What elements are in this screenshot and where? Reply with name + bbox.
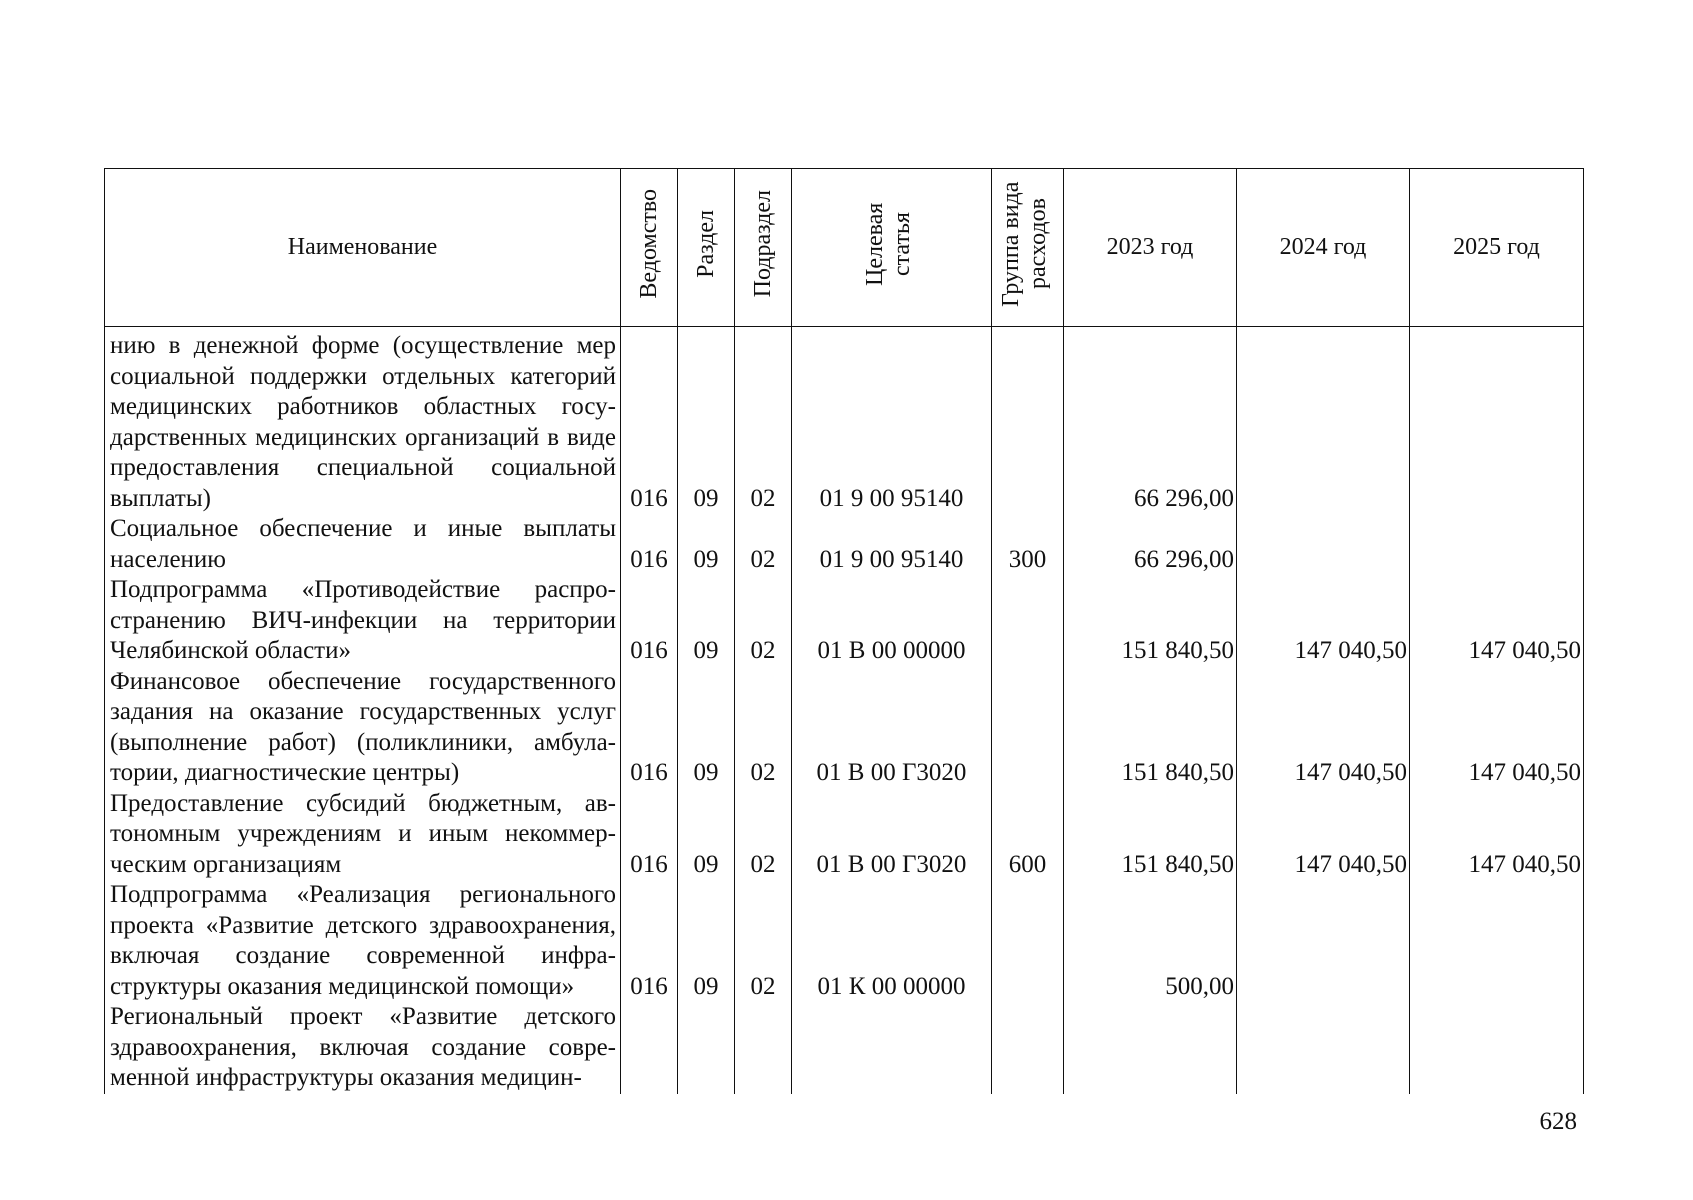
- row-name: Социальное обеспечение и иные выплаты населению: [105, 514, 621, 575]
- header-section: [678, 169, 735, 327]
- row-section: 09: [678, 667, 735, 789]
- header-2025: 2025 год: [1410, 169, 1584, 327]
- row-subsection: 02: [735, 880, 792, 1002]
- row-name: Финансовое обеспечение государственного задания на оказание государственных услуг (выполнение работ) (поликлиники, амбулатории, диагностические центры): [105, 667, 621, 789]
- row-2025: 147 040,50: [1410, 575, 1584, 667]
- row-subsection: 02: [735, 789, 792, 881]
- row-expense-group: [992, 667, 1064, 789]
- row-2023: 500,00: [1064, 880, 1237, 1002]
- row-dept: 016: [621, 667, 678, 789]
- row-2023: 151 840,50: [1064, 667, 1237, 789]
- row-subsection: 02: [735, 575, 792, 667]
- header-target-article: [792, 169, 992, 327]
- header-target-article-label: Целевая статья: [861, 202, 915, 286]
- row-target-article: [792, 1002, 992, 1094]
- header-section-label: Раздел: [692, 210, 719, 278]
- row-subsection: 02: [735, 327, 792, 515]
- row-name: Подпрограмма «Противодействие распространению ВИЧ-инфекции на территории Челябинской области»: [105, 575, 621, 667]
- row-name: Подпрограмма «Реализация регионального проекта «Развитие детского здравоохранения, включая создание современной инфраструктуры оказания медицинской помощи»: [105, 880, 621, 1002]
- header-expense-group: [992, 169, 1064, 327]
- row-target-article: 01 К 00 00000: [792, 880, 992, 1002]
- row-2023: [1064, 1002, 1237, 1094]
- header-expense-group-label: Группа вида расходов: [997, 181, 1051, 307]
- row-2024: 147 040,50: [1237, 575, 1410, 667]
- row-name: Предоставление субсидий бюджетным, автономным учреждениям и иным некоммерческим организациям: [105, 789, 621, 881]
- row-2024: [1237, 514, 1410, 575]
- row-2025: [1410, 880, 1584, 1002]
- row-expense-group: [992, 575, 1064, 667]
- row-target-article: 01 В 00 00000: [792, 575, 992, 667]
- row-2024: [1237, 880, 1410, 1002]
- row-section: 09: [678, 789, 735, 881]
- row-2025: [1410, 327, 1584, 515]
- page-number: 628: [1539, 1108, 1577, 1135]
- table-row: [105, 667, 1584, 789]
- header-dept-label: Ведомство: [635, 189, 662, 299]
- row-dept: 016: [621, 514, 678, 575]
- table-row: [105, 514, 1584, 575]
- row-2025: 147 040,50: [1410, 667, 1584, 789]
- row-expense-group: 300: [992, 514, 1064, 575]
- row-target-article: 01 В 00 Г3020: [792, 667, 992, 789]
- row-2025: [1410, 1002, 1584, 1094]
- row-target-article: 01 9 00 95140: [792, 514, 992, 575]
- row-expense-group: [992, 880, 1064, 1002]
- row-section: [678, 1002, 735, 1094]
- row-section: 09: [678, 514, 735, 575]
- header-2023: 2023 год: [1064, 169, 1237, 327]
- header-name: Наименование: [105, 169, 621, 327]
- row-expense-group: [992, 1002, 1064, 1094]
- row-subsection: 02: [735, 514, 792, 575]
- row-section: 09: [678, 327, 735, 515]
- header-subsection-label: Подраздел: [749, 190, 776, 298]
- row-section: 09: [678, 575, 735, 667]
- row-2023: 66 296,00: [1064, 327, 1237, 515]
- row-dept: 016: [621, 789, 678, 881]
- row-target-article: 01 9 00 95140: [792, 327, 992, 515]
- table-row: [105, 880, 1584, 1002]
- row-dept: 016: [621, 575, 678, 667]
- header-dept: [621, 169, 678, 327]
- row-2025: 147 040,50: [1410, 789, 1584, 881]
- header-2024: 2024 год: [1237, 169, 1410, 327]
- row-subsection: 02: [735, 667, 792, 789]
- budget-table: [104, 168, 1584, 1094]
- row-2024: 147 040,50: [1237, 789, 1410, 881]
- table-row: [105, 789, 1584, 881]
- row-section: 09: [678, 880, 735, 1002]
- row-subsection: [735, 1002, 792, 1094]
- header-subsection: [735, 169, 792, 327]
- table-row: [105, 327, 1584, 515]
- row-2024: 147 040,50: [1237, 667, 1410, 789]
- row-2025: [1410, 514, 1584, 575]
- row-dept: 016: [621, 327, 678, 515]
- row-2023: 151 840,50: [1064, 575, 1237, 667]
- row-2024: [1237, 327, 1410, 515]
- row-2023: 151 840,50: [1064, 789, 1237, 881]
- row-expense-group: 600: [992, 789, 1064, 881]
- table-header-row: [105, 169, 1584, 327]
- table-row: [105, 575, 1584, 667]
- row-2023: 66 296,00: [1064, 514, 1237, 575]
- table-row: [105, 1002, 1584, 1094]
- row-name: Региональный проект «Развитие детского здравоохранения, включая создание современной инфраструктуры оказания медицин-: [105, 1002, 621, 1094]
- row-dept: [621, 1002, 678, 1094]
- row-target-article: 01 В 00 Г3020: [792, 789, 992, 881]
- row-expense-group: [992, 327, 1064, 515]
- row-name: нию в денежной форме (осуществление мер социальной поддержки отдельных категорий медицинских работников областных государственных медицинских организаций в виде предоставления специальной социальной выплаты): [105, 327, 621, 515]
- row-dept: 016: [621, 880, 678, 1002]
- row-2024: [1237, 1002, 1410, 1094]
